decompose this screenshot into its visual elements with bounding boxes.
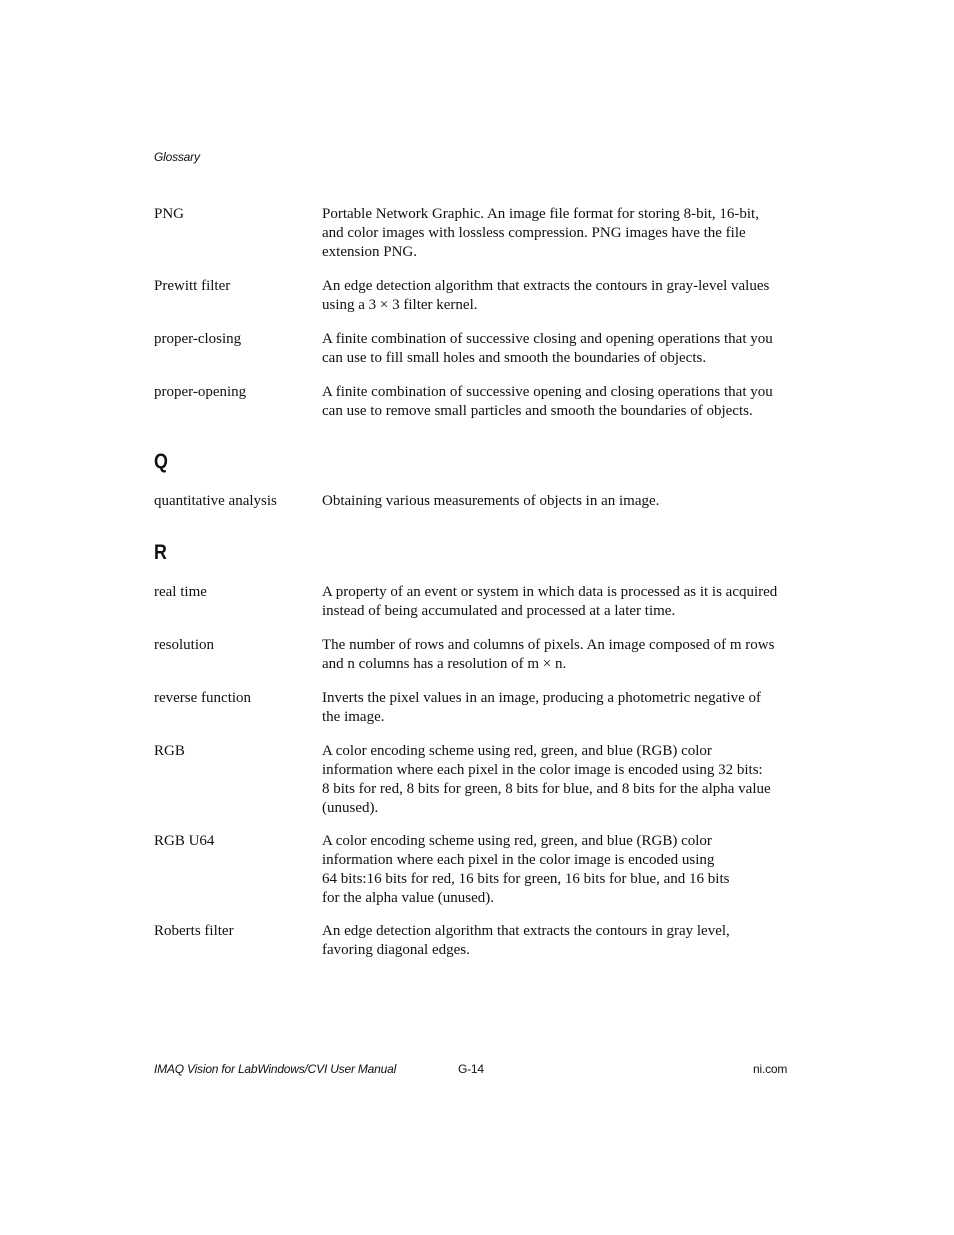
definition-line: using a 3 × 3 filter kernel. [322, 297, 478, 313]
glossary-term: RGB U64 [154, 833, 215, 849]
footer-site: ni.com [753, 1062, 788, 1076]
glossary-term: quantitative analysis [154, 493, 277, 509]
definition-line: Portable Network Graphic. An image file format for storing 8-bit, 16-bit, [322, 206, 759, 222]
glossary-definition [322, 205, 788, 262]
definition-line: A property of an event or system in which data is processed as it is acquired [322, 584, 778, 600]
definition-line: for the alpha value (unused). [322, 890, 495, 906]
footer-manual-title: IMAQ Vision for LabWindows/CVI User Manual [154, 1062, 397, 1076]
definition-line: Obtaining various measurements of objects in an image. [322, 493, 660, 509]
definition-line: A color encoding scheme using red, green, and blue (RGB) color [322, 743, 712, 759]
footer-page-number: G-14 [458, 1062, 484, 1076]
glossary-definition [322, 330, 788, 368]
definition-line: instead of being accumulated and processed at a later time. [322, 603, 676, 619]
glossary-term: proper-closing [154, 331, 242, 347]
definition-line: A color encoding scheme using red, green, and blue (RGB) color [322, 833, 712, 849]
glossary-term: resolution [154, 637, 214, 653]
definition-line: the image. [322, 709, 385, 725]
definition-line: An edge detection algorithm that extracts the contours in gray level, [322, 923, 730, 939]
glossary-term: real time [154, 584, 207, 600]
glossary-definition [322, 922, 788, 960]
section-heading-r: R [154, 541, 167, 564]
definition-line: and n columns has a resolution of m × n. [322, 656, 567, 672]
definition-line: and color images with lossless compression. PNG images have the file [322, 225, 746, 241]
definition-line: (unused). [322, 800, 379, 816]
section-heading-q: Q [154, 450, 168, 473]
definition-line: A finite combination of successive opening and closing operations that you [322, 384, 773, 400]
definition-line: information where each pixel in the color image is encoded using 32 bits: [322, 762, 763, 778]
definition-line: extension PNG. [322, 244, 417, 260]
glossary-term: reverse function [154, 690, 252, 706]
definition-line: can use to remove small particles and smooth the boundaries of objects. [322, 403, 753, 419]
glossary-term: proper-opening [154, 384, 247, 400]
glossary-definition [322, 689, 788, 727]
glossary-term: Roberts filter [154, 923, 234, 939]
glossary-definition [322, 636, 788, 674]
definition-line: 64 bits:16 bits for red, 16 bits for green, 16 bits for blue, and 16 bits [322, 871, 730, 887]
definition-line: The number of rows and columns of pixels. An image composed of m rows [322, 637, 775, 653]
definition-line: Inverts the pixel values in an image, producing a photometric negative of [322, 690, 762, 706]
glossary-definition [322, 383, 788, 421]
definition-line: can use to fill small holes and smooth the boundaries of objects. [322, 350, 707, 366]
glossary-definition [322, 832, 788, 908]
definition-line: A finite combination of successive closing and opening operations that you [322, 331, 773, 347]
definition-line: favoring diagonal edges. [322, 942, 470, 958]
running-head: Glossary [154, 150, 200, 164]
glossary-definition [322, 492, 788, 511]
glossary-definition [322, 742, 788, 818]
definition-line: An edge detection algorithm that extracts the contours in gray-level values [322, 278, 770, 294]
glossary-definition [322, 277, 788, 315]
definition-line: information where each pixel in the color image is encoded using [322, 852, 715, 868]
glossary-term: Prewitt filter [154, 278, 231, 294]
definition-line: 8 bits for red, 8 bits for green, 8 bits for blue, and 8 bits for the alpha value [322, 781, 771, 797]
glossary-term: RGB [154, 743, 185, 759]
glossary-term: PNG [154, 206, 185, 222]
glossary-definition [322, 583, 788, 621]
